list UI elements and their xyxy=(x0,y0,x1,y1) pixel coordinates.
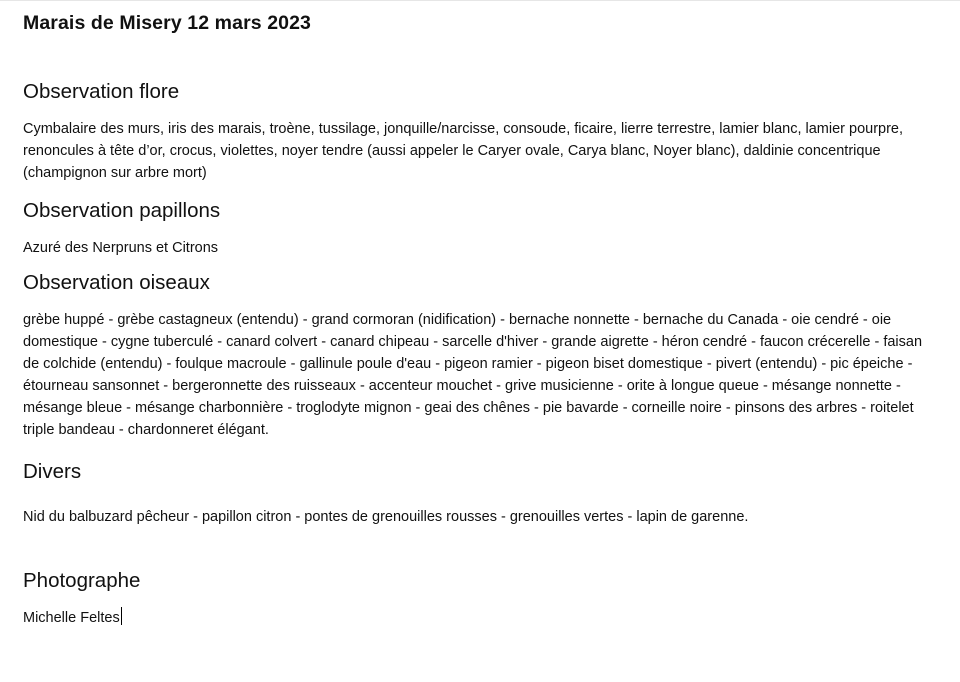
paragraph-photographe[interactable] xyxy=(23,607,928,629)
heading-observation-flore[interactable]: Observation flore xyxy=(23,80,180,103)
paragraph-papillons[interactable]: Azuré des Nerpruns et Citrons xyxy=(23,240,219,256)
photographer-name[interactable]: Michelle Feltes xyxy=(23,610,120,626)
heading-divers[interactable]: Divers xyxy=(23,460,82,483)
top-border xyxy=(0,0,960,1)
paragraph-flore[interactable]: Cymbalaire des murs, iris des marais, troène, tussilage, jonquille/narcisse, consoude, ficaire, lierre terrestre, lamier blanc, lamier pourpre, renoncules à tête d’or, crocus, violettes, noyer tendre (aussi appeler le Caryer ovale, Carya blanc, Noyer blanc), daldinie concentrique (champignon sur arbre mort) xyxy=(23,121,904,181)
heading-photographe[interactable]: Photographe xyxy=(23,569,141,592)
document-title[interactable]: Marais de Misery 12 mars 2023 xyxy=(23,12,312,34)
paragraph-oiseaux[interactable]: grèbe huppé - grèbe castagneux (entendu) - grand cormoran (nidification) - bernache nonnette - bernache du Canada - oie cendré - oie domestique - cygne tuberculé - canard colvert - canard chipeau - sarcelle d'hiver - grande aigrette - héron cendré - faucon crécerelle - faisan de colchide (entendu) - foulque macroule - gallinule poule d'eau - pigeon ramier - pigeon biset domestique - pivert (entendu) - pic épeiche - étourneau sansonnet - bergeronnette des ruisseaux - accenteur mouchet - grive musicienne - orite à longue queue - mésange nonnette - mésange bleue - mésange charbonnière - troglodyte mignon - geai des chênes - pie bavarde - corneille noire - pinsons des arbres - roitelet triple bandeau - chardonneret élégant. xyxy=(23,312,923,438)
heading-observation-papillons[interactable]: Observation papillons xyxy=(23,199,221,222)
heading-observation-oiseaux[interactable]: Observation oiseaux xyxy=(23,271,210,294)
text-cursor xyxy=(121,607,122,625)
paragraph-divers[interactable]: Nid du balbuzard pêcheur - papillon citron - pontes de grenouilles rousses - grenouilles vertes - lapin de garenne. xyxy=(23,509,749,525)
